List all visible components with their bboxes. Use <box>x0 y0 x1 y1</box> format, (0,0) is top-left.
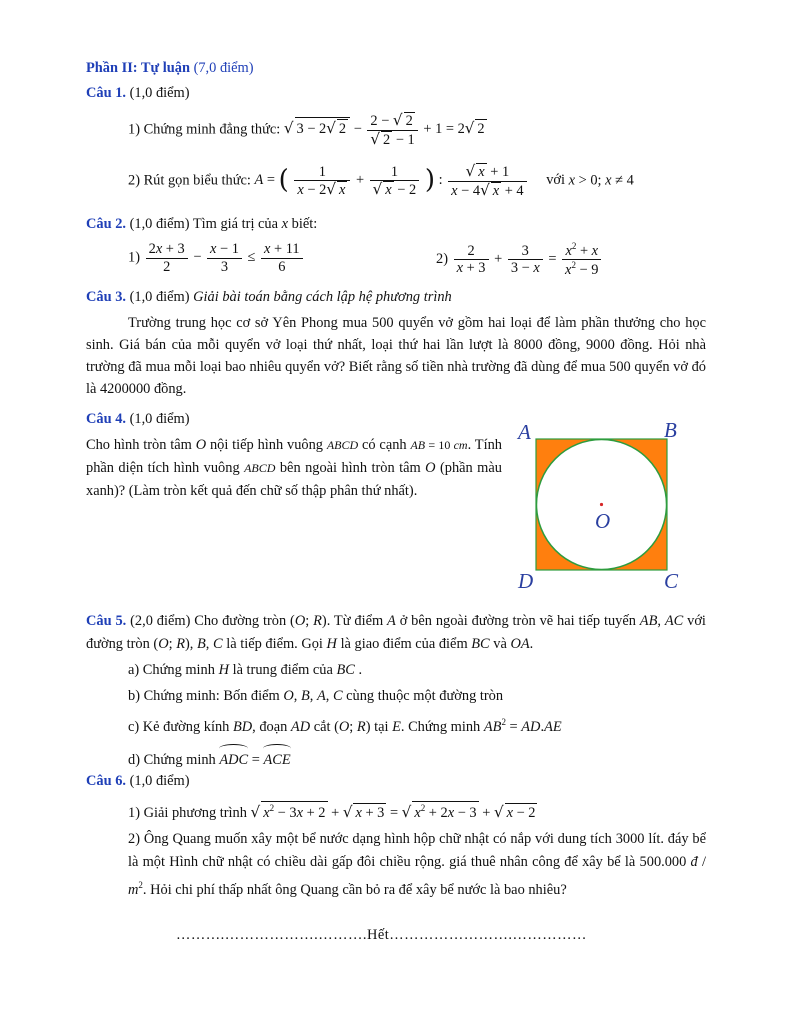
cau5-b2-text: cùng thuộc một đường tròn <box>346 688 504 704</box>
cau3-heading <box>86 288 452 307</box>
cau4-t5: bên ngoài hình tròn tâm <box>279 460 421 476</box>
cau1-item2-text: 2) Rút gọn biểu thức: <box>128 172 251 189</box>
cau3-body: Trường trung học cơ sở Yên Phong mua 500 quyển vở gồm hai loại để làm phần thưởng cho học sinh. Giá bán của mỗi quyển vở loại thứ nhất, loại thứ hai lần lượt là 8000 đồng, 9000 đồng. Hỏi nhà trường đã mua mỗi loại bao nhiêu quyển vở? Biết rằng số tiền nhà trường đã dùng để mua 500 quyển vở đó là 4200000 đồng. <box>86 315 706 397</box>
cau5-c4-text: tại <box>374 718 389 735</box>
part-heading <box>86 59 254 78</box>
cau5-intro: Câu 5. (2,0 điểm) Cho đường tròn (O; R). Từ điểm A ở bên ngoài đường tròn vẽ hai tiếp tuyến AB, AC với đường tròn (O; R), B, C là tiếp điểm. Gọi H là giao điểm của điểm BC và OA. <box>86 613 706 652</box>
cau5-label: Câu 5. <box>86 613 127 629</box>
cau3-points: (1,0 điểm) <box>129 289 190 305</box>
cau2-heading <box>86 215 317 234</box>
cau1-label: Câu 1. <box>86 85 126 101</box>
cau1-item2 <box>128 163 634 199</box>
cau1-heading <box>86 84 190 103</box>
cau6-item2b-text: . Hỏi chi phí thấp nhất ông Quang cần bỏ ra để xây bể nước là bao nhiêu? <box>142 881 567 898</box>
cau3-title: Giải bài toán bằng cách lập hệ phương trình <box>193 289 452 305</box>
part-points: (7,0 điểm) <box>193 60 254 76</box>
cau5-intro7: và <box>493 636 507 652</box>
cau1-item2-cond: với <box>546 172 566 189</box>
cau2-item1-label: 1) <box>128 249 140 266</box>
cau5-c: c) Kẻ đường kính BD, đoạn AD cắt (O; R) tại E. Chứng minh $AB^2 = AD.AE$ <box>128 717 562 735</box>
label-b: B <box>664 418 677 442</box>
cau4-t2: nội tiếp hình vuông <box>209 437 323 453</box>
cau5-b-text: b) Chứng minh: Bốn điểm <box>128 688 280 704</box>
cau4-ab: AB <box>410 438 426 452</box>
cau3-label: Câu 3. <box>86 289 126 305</box>
cau1-item2-formula: A = ( $\frac{1}{x - 2√ x}$ + $\frac{1}{√ x - 2}$ ) : $\frac{√ x + 1}{x - 4√ x + 4}$ <box>255 172 533 188</box>
cau5-c-text: c) Kẻ đường kính <box>128 718 230 735</box>
cau5-intro6: là giao điểm của điểm <box>340 636 468 652</box>
cau4-body: Cho hình tròn tâm O nội tiếp hình vuông ABCD có cạnh AB = 10 cm. Tính phần diện tích hình vuông ABCD bên ngoài hình tròn tâm O (phần màu xanh)? (Làm tròn kết quả đến chữ số thập phân thứ nhất). <box>86 437 502 499</box>
cau5-points: (2,0 điểm) <box>130 613 191 629</box>
cau2-text: Tìm giá trị của <box>192 216 279 232</box>
cau4-points: (1,0 điểm) <box>129 411 190 427</box>
cau5-intro3: ở bên ngoài đường tròn vẽ hai tiếp tuyến <box>399 613 636 629</box>
cau4-t3: có cạnh <box>362 437 407 453</box>
cau5-intro2: . Từ điểm <box>326 613 384 629</box>
cau4-o1: O <box>195 437 207 453</box>
cau2-item2-label: 2) <box>436 251 448 268</box>
cau5-b: b) Chứng minh: Bốn điểm O, B, A, C cùng thuộc một đường tròn <box>128 688 504 704</box>
cau6-item2a-text: 2) Ông Quang muốn xây một bể nước dạng hình hộp chữ nhật có nắp với dung tích 3000 lít. đáy bể là một Hình chữ nhật có chiều dài gấp đôi chiều rộng. giá thuê nhân công để xây bể là <box>128 831 706 870</box>
label-d: D <box>518 569 534 593</box>
cau1-points: (1,0 điểm) <box>129 85 190 101</box>
cau6-heading <box>86 772 190 791</box>
cau2-points: (1,0 điểm) <box>129 216 190 232</box>
cau1-item1 <box>128 112 487 148</box>
cau1-item2-cond-formula: x > 0; x ≠ 4 <box>568 172 634 189</box>
cau4-o2: O <box>425 460 436 476</box>
cau2-item2-formula: $\frac{2}{x + 3}$ + $\frac{3}{3 - x}$ = $\frac{x^2 + x}{x^2 - 9}$ <box>452 251 604 267</box>
cau4-abcd1: ABCD <box>326 438 359 452</box>
cau1-item1-text: 1) Chứng minh đẳng thức: <box>128 121 281 138</box>
end-marker: ……….……………….……….Hết…………………….…………… <box>176 927 587 943</box>
cau4-heading <box>86 410 190 429</box>
cau5-d-text: d) Chứng minh <box>128 752 216 768</box>
cau4-figure <box>510 412 700 598</box>
cau6-item2: 2) Ông Quang muốn xây một bể nước dạng hình hộp chữ nhật có nắp với dung tích 3000 lít. đáy bể là một Hình chữ nhật có chiều dài gấp đôi chiều rộng. giá thuê nhân công để xây bể là 500.000 đ / $m^2$. Hỏi chi phí thấp nhất ông Quang cần bỏ ra để xây bể nước là bao nhiêu? <box>128 831 706 898</box>
cau4-abcd2: ABCD <box>244 461 276 475</box>
cau2-label: Câu 2. <box>86 216 126 232</box>
cau4-t1: Cho hình tròn tâm <box>86 437 192 453</box>
cau6-equation: √ $x^2 - 3x + 2$ + √ x + 3 = √ $x^2 + 2x - 3$ + √ x − 2 <box>251 805 538 821</box>
cau4-label: Câu 4. <box>86 411 126 427</box>
label-o: O <box>595 509 611 533</box>
cau5-a: a) Chứng minh H là trung điểm của BC . <box>128 662 363 678</box>
part-title: Phần II: Tự luận <box>86 60 190 76</box>
cau5-c5-text: . Chứng minh <box>400 718 481 735</box>
cau5-intro5: là tiếp điểm. Gọi <box>226 636 323 652</box>
label-c: C <box>664 569 679 593</box>
cau5-intro1: Cho đường tròn <box>194 613 287 629</box>
cau6-points: (1,0 điểm) <box>129 773 190 789</box>
cau6-item1-text: 1) Giải phương trình <box>128 804 247 821</box>
center-point <box>600 503 603 506</box>
cau2-var: x <box>281 216 289 232</box>
cau2-item1 <box>128 241 305 275</box>
cau5-intro4: với đường tròn <box>86 613 706 652</box>
cau4-t4: . Tính phần diện tích hình vuông <box>86 437 502 476</box>
cau2-item1-formula: $\frac{2x + 3}{2}$ − $\frac{x - 1}{3}$ ≤ $\frac{x + 11}{6}$ <box>144 249 305 265</box>
cau5-c2-text: , đoạn <box>252 718 288 735</box>
cau6-label: Câu 6. <box>86 773 126 789</box>
label-a: A <box>518 420 531 444</box>
cau2-item2 <box>436 241 603 279</box>
cau6-item1 <box>128 801 537 823</box>
cau1-item1-formula: √ 3 − 2√ 2 − $\frac{2 - √ 2}{√ 2 - 1}$ + 1 = 2√ 2 <box>283 111 485 148</box>
cau5-d: d) Chứng minh ADC = ACE <box>128 748 291 770</box>
cau5-c3-text: cắt <box>313 718 331 735</box>
cau5-a2-text: là trung điểm của <box>232 662 333 678</box>
cau4-t6: (phần màu xanh)? (Làm tròn kết quả đến chữ số thập phân thứ nhất). <box>86 460 502 499</box>
cau5-a-text: a) Chứng minh <box>128 662 215 678</box>
cau2-text-end: biết: <box>291 216 318 232</box>
